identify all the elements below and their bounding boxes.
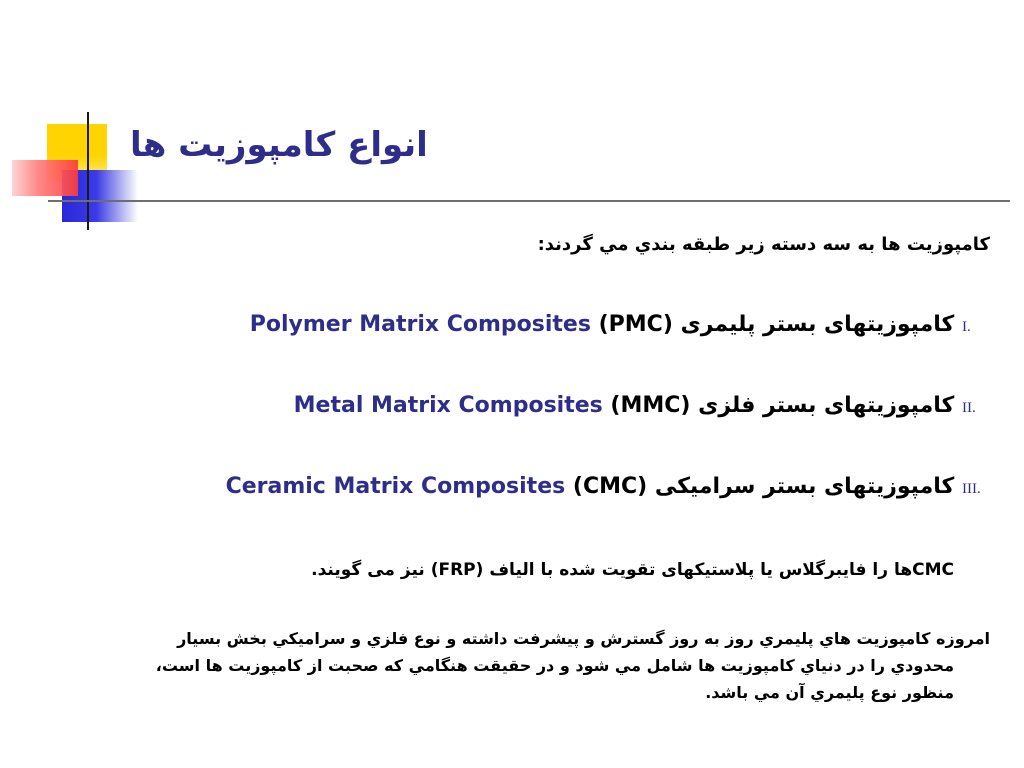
list-item-close-paren: ) bbox=[680, 393, 691, 418]
decor-vertical-line bbox=[87, 112, 89, 230]
summary-paragraph bbox=[155, 625, 990, 706]
cmc-note bbox=[311, 560, 954, 580]
title-underline bbox=[48, 200, 1010, 202]
list-item-english-group bbox=[294, 393, 691, 418]
list-item-open-paren: ( bbox=[598, 312, 609, 337]
list-item-persian: کامپوزیتهای بستر پلیمری bbox=[680, 312, 955, 337]
list-number: .III bbox=[962, 481, 981, 497]
cmc-note-text-1: ها را فایبرگلاس یا پلاستیکهای تقویت شده با الیاف bbox=[489, 560, 913, 580]
cmc-note-text-2: نیز می گویند. bbox=[311, 560, 425, 580]
cmc-note-frp: (FRP) bbox=[430, 560, 484, 580]
list-item-close-paren: ) bbox=[662, 312, 673, 337]
list-number: .II bbox=[962, 400, 976, 416]
decor-red-square bbox=[12, 160, 78, 196]
list-item-persian: کامپوزیتهای بستر فلزی bbox=[698, 393, 955, 418]
list-item-abbr: PMC bbox=[608, 312, 663, 337]
list-item-english-group bbox=[226, 474, 648, 499]
list-item-english-group bbox=[250, 312, 673, 337]
paragraph-line: منظور نوع پليمري آن مي باشد. bbox=[705, 683, 954, 702]
list-item-open-paren: ( bbox=[572, 474, 583, 499]
paragraph-line: امروزه کامپوزيت هاي پليمري روز به روز گسترش و پيشرفت داشته و نوع فلزي و سراميکي بخش بسيار bbox=[177, 629, 990, 648]
list-item-pmc bbox=[250, 312, 990, 337]
list-item-mmc bbox=[294, 393, 990, 418]
page-title: انواع کامپوزيت ها bbox=[130, 125, 428, 165]
list-item-close-paren: ) bbox=[637, 474, 648, 499]
list-item-abbr: CMC bbox=[582, 474, 638, 499]
list-item-abbr: MMC bbox=[620, 393, 681, 418]
paragraph-line: محدودي را در دنياي کامپوزيت ها شامل مي شود و در حقيقت هنگامي که صحبت از کامپوزيت ها است، bbox=[155, 656, 954, 675]
list-item-english: Metal Matrix Composites bbox=[293, 393, 603, 418]
list-number: .I bbox=[962, 319, 971, 335]
list-item-persian: کامپوزیتهای بستر سرامیکی bbox=[654, 474, 955, 499]
list-item-open-paren: ( bbox=[610, 393, 621, 418]
list-item-english: Polymer Matrix Composites bbox=[249, 312, 591, 337]
list-item-cmc bbox=[226, 474, 990, 499]
list-item-english: Ceramic Matrix Composites bbox=[225, 474, 566, 499]
cmc-note-abbr: CMC bbox=[912, 560, 954, 580]
intro-text: کامپوزيت ها به سه دسته زير طبقه بندي مي گردند: bbox=[537, 234, 990, 255]
